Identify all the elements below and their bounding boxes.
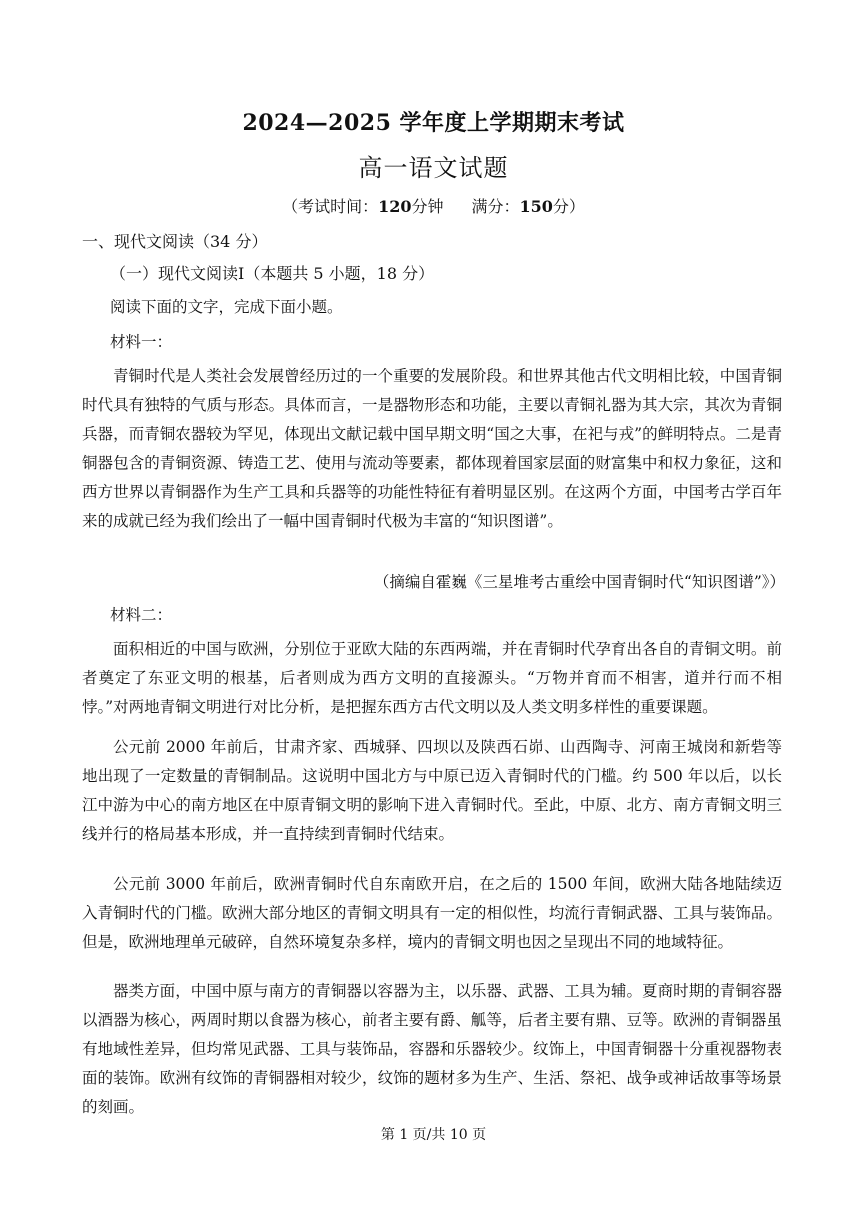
material-2-label: 材料二： [110, 606, 173, 624]
exam-time-unit: 分钟 [411, 197, 444, 216]
exam-time-value: 120 [378, 197, 412, 216]
exam-subtitle: 高一语文试题 [358, 154, 509, 182]
subsection-heading: （一）现代文阅读Ⅰ（本题共 5 小题，18 分） [110, 264, 435, 283]
material-2-paragraph-1: 面积相近的中国与欧洲，分别位于亚欧大陆的东西两端，并在青铜时代孕育出各自的青铜文明。前者奠定了东亚文明的根基，后者则成为西方文明的直接源头。“万物并育而不相害，道并行而不相悖。”对两地青铜文明进行对比分析，是把握东西方古代文明以及人类文明多样性的重要课题。 [82, 640, 782, 716]
material-1-label: 材料一： [110, 333, 173, 351]
exam-title: 2024—2025 学年度上学期期末考试 [242, 110, 625, 136]
score-label: 满分： [471, 197, 520, 216]
exam-info [0, 194, 867, 217]
page-indicator: 第 1 页/共 10 页 [380, 1127, 487, 1143]
material-1-source: （摘编自霍巍《三星堆考古重绘中国青铜时代“知识图谱”》） [373, 573, 785, 591]
section-heading: 一、现代文阅读（34 分） [82, 232, 268, 251]
material-2-paragraph-4: 器类方面，中国中原与南方的青铜器以容器为主，以乐器、武器、工具为辅。夏商时期的青铜容器以酒器为核心，两周时期以食器为核心，前者主要有爵、觚等，后者主要有鼎、豆等。欧洲的青铜器虽有地域性差异，但均常见武器、工具与装饰品，容器和乐器较少。纹饰上，中国青铜器十分重视器物表面的装饰。欧洲有纹饰的青铜器相对较少，纹饰的题材多为生产、生活、祭祀、战争或神话故事等场景的刻画。 [82, 982, 782, 1116]
material-2-paragraph-2: 公元前 2000 年前后，甘肃齐家、西城驿、四坝以及陕西石峁、山西陶寺、河南王城岗和新砦等地出现了一定数量的青铜制品。这说明中国北方与中原已迈入青铜时代的门槛。约 500 年以后，以长江中游为中心的南方地区在中原青铜文明的影响下进入青铜时代。至此，中原、北方、南方青铜文明三线并行的格局基本形成，并一直持续到青铜时代结束。 [82, 738, 782, 843]
exam-time-label: （考试时间： [282, 197, 379, 216]
material-1-paragraph: 青铜时代是人类社会发展曾经历过的一个重要的发展阶段。和世界其他古代文明相比较，中国青铜时代具有独特的气质与形态。具体而言，一是器物形态和功能，主要以青铜礼器为其大宗，其次为青铜兵器，而青铜农器较为罕见，体现出文献记载中国早期文明“国之大事，在祀与戎”的鲜明特点。二是青铜器包含的青铜资源、铸造工艺、使用与流动等要素，都体现着国家层面的财富集中和权力象征，这和西方世界以青铜器作为生产工具和兵器等的功能性特征有着明显区别。在这两个方面，中国考古学百年来的成就已经为我们绘出了一幅中国青铜时代极为丰富的“知识图谱”。 [82, 367, 782, 530]
score-value: 150 [519, 197, 553, 216]
score-unit: 分） [552, 197, 585, 216]
material-2-paragraph-3: 公元前 3000 年前后，欧洲青铜时代自东南欧开启，在之后的 1500 年间，欧洲大陆各地陆续迈入青铜时代的门槛。欧洲大部分地区的青铜文明具有一定的相似性，均流行青铜武器、工具与装饰品。但是，欧洲地理单元破碎，自然环境复杂多样，境内的青铜文明也因之呈现出不同的地域特征。 [82, 875, 782, 951]
instruction-text: 阅读下面的文字，完成下面小题。 [110, 298, 343, 316]
